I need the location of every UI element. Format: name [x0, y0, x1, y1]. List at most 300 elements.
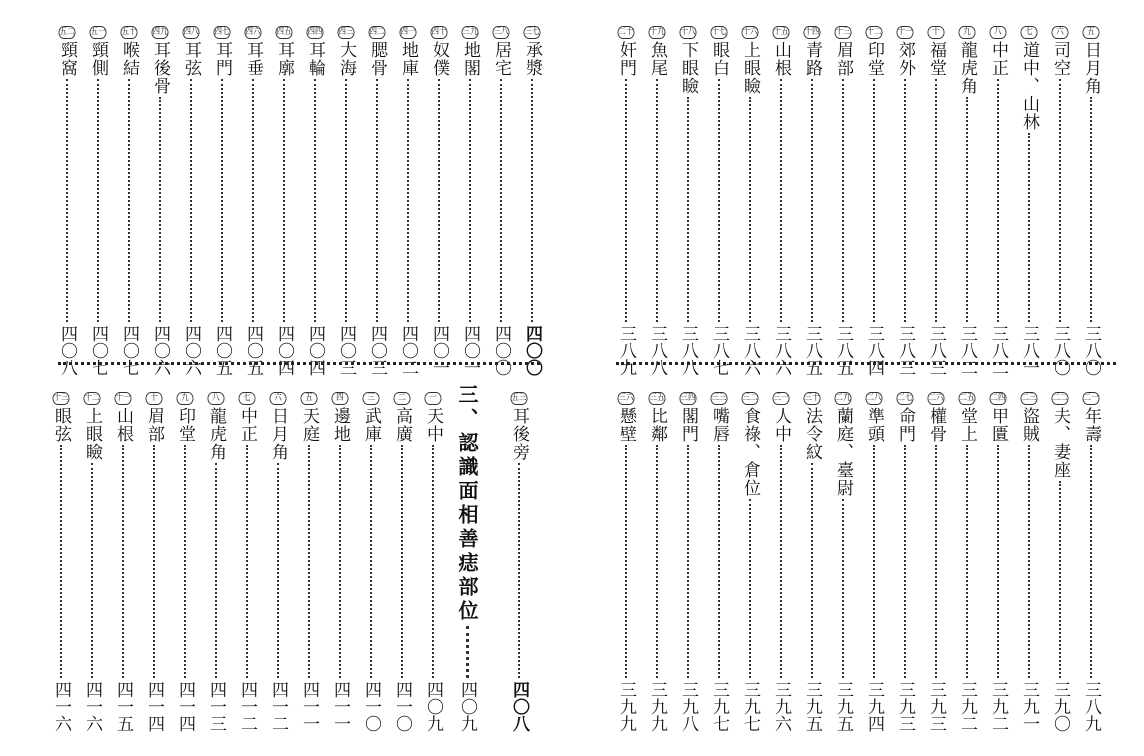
entry-title: 山根 [113, 407, 133, 443]
entry-number: 二三 [1021, 393, 1037, 403]
dot-leader [873, 445, 875, 678]
entry-page: 三九五 [802, 681, 822, 732]
dot-leader [518, 463, 520, 678]
entry-number: 四五 [276, 27, 292, 37]
entry-page: 三九〇 [1050, 681, 1070, 732]
entry-title: 夫、妻座 [1050, 407, 1070, 479]
entry-page: 四一〇 [392, 681, 412, 732]
entry-title: 天中 [423, 407, 443, 443]
entry-number: 四七 [214, 27, 230, 37]
entry-number: 二 [394, 392, 411, 405]
entry-number: 二四 [990, 393, 1006, 403]
entry-page: 四〇七 [119, 325, 139, 376]
entry-page: 三八五 [833, 325, 853, 376]
entry-title: 大海 [336, 41, 356, 77]
entry-page: 四〇〇 [522, 325, 542, 376]
entry-number: 五十 [121, 27, 137, 37]
dot-leader [128, 79, 130, 322]
toc-entry [987, 392, 1009, 732]
entry-page: 三九八 [678, 681, 698, 732]
entry-title: 嘴唇 [709, 407, 729, 443]
entry-title: 中正 [988, 41, 1008, 77]
dot-leader [997, 445, 999, 678]
dot-leader [469, 79, 471, 322]
toc-entry [615, 26, 637, 376]
entry-number: 四十 [431, 27, 447, 37]
entry-page: 四〇三 [336, 325, 356, 376]
dot-leader [873, 79, 875, 322]
toc-entry [770, 26, 792, 376]
entry-title: 準頭 [864, 407, 884, 443]
entry-title: 耳門 [212, 41, 232, 77]
entry-page: 三八三 [895, 325, 915, 376]
entry-title: 龍虎角 [957, 41, 977, 95]
entry-title: 眼白 [709, 41, 729, 77]
entry-title: 比鄰 [647, 407, 667, 443]
entry-title: 法令紋 [802, 407, 822, 461]
entry-number: 八 [990, 26, 1007, 39]
entry-number: 三四 [680, 393, 696, 403]
entry-number: 七 [239, 392, 256, 405]
entry-number: 十八 [680, 27, 696, 37]
toc-entry [708, 392, 730, 732]
toc-entry [832, 392, 854, 732]
entry-number: 三十 [804, 393, 820, 403]
dot-leader [935, 79, 937, 322]
entry-title: 地庫 [398, 41, 418, 77]
toc-entry [863, 26, 885, 376]
entry-number: 十四 [804, 27, 820, 37]
entry-page: 四一二 [268, 681, 288, 732]
entry-number: 三八 [493, 27, 509, 37]
toc-entry [615, 392, 637, 732]
chapter-heading [456, 384, 478, 732]
entry-title: 中正 [237, 407, 257, 443]
entry-title: 眉部 [833, 41, 853, 77]
toc-entry [391, 392, 413, 732]
entry-title: 耳廓 [274, 41, 294, 77]
dot-leader [687, 97, 689, 322]
entry-page: 三九四 [864, 681, 884, 732]
entry-page: 三九二 [988, 681, 1008, 732]
toc-entry [143, 392, 165, 732]
toc-entry [118, 26, 140, 376]
toc-entry [242, 26, 264, 376]
toc-entry [236, 392, 258, 732]
dot-leader [252, 79, 254, 322]
entry-page: 三八九 [1081, 681, 1101, 732]
entry-title: 地閣 [460, 41, 480, 77]
entry-title: 食祿、倉位 [740, 407, 760, 497]
entry-page: 三八五 [802, 325, 822, 376]
toc-entry [925, 392, 947, 732]
entry-title: 耳後旁 [509, 407, 529, 461]
entry-number: 五一 [90, 27, 106, 37]
dot-leader [718, 445, 720, 678]
entry-number: 三一 [773, 393, 789, 403]
toc-entry [521, 26, 543, 376]
dot-leader [60, 445, 62, 678]
dot-leader [345, 79, 347, 322]
dot-leader [407, 79, 409, 322]
entry-title: 權骨 [926, 407, 946, 443]
entry-page: 四一一 [330, 681, 350, 732]
toc-entry [894, 392, 916, 732]
dot-leader [432, 445, 434, 678]
entry-title: 頸側 [88, 41, 108, 77]
entry-page: 三八四 [864, 325, 884, 376]
entry-title: 承漿 [522, 41, 542, 77]
toc-entry [1080, 26, 1102, 376]
entry-page: 三八〇 [1050, 325, 1070, 376]
toc-entry [422, 392, 444, 732]
dot-leader [625, 79, 627, 322]
entry-page: 四一五 [113, 681, 133, 732]
toc-entry [149, 26, 171, 376]
entry-page: 四一四 [144, 681, 164, 732]
entry-title: 上眼瞼 [82, 407, 102, 461]
entry-number: 二二 [1052, 393, 1068, 403]
dot-leader [687, 445, 689, 678]
toc-entry [646, 392, 668, 732]
dot-leader [1090, 445, 1092, 678]
toc-entry [50, 392, 72, 732]
toc-entry [205, 392, 227, 732]
dot-leader [314, 79, 316, 322]
dot-leader [500, 79, 502, 322]
entry-page: 四〇六 [181, 325, 201, 376]
entry-number: 二七 [897, 393, 913, 403]
toc-entry [304, 26, 326, 376]
entry-page: 三九五 [833, 681, 853, 732]
entry-number: 三三 [711, 393, 727, 403]
dot-leader [438, 79, 440, 322]
toc-entry [174, 392, 196, 732]
toc-entry [1080, 392, 1102, 732]
toc-entry [1018, 26, 1040, 376]
toc-entry [801, 26, 823, 376]
entry-page: 三九三 [926, 681, 946, 732]
dot-leader [277, 463, 279, 678]
dot-leader [780, 445, 782, 678]
entry-page: 三九九 [616, 681, 636, 732]
entry-number: 六 [270, 392, 287, 405]
toc-entry [112, 392, 134, 732]
entry-page: 四〇二 [398, 325, 418, 376]
entry-page: 三九七 [740, 681, 760, 732]
toc-entry [1049, 392, 1071, 732]
right-top-toc [572, 26, 1144, 376]
dot-leader [215, 463, 217, 678]
entry-number: 四九 [152, 27, 168, 37]
entry-page: 三八二 [957, 325, 977, 376]
dot-leader [904, 445, 906, 678]
entry-page: 四〇四 [305, 325, 325, 376]
entry-title: 武庫 [361, 407, 381, 443]
entry-number: 十 [146, 392, 163, 405]
entry-number: 三二 [742, 393, 758, 403]
entry-number: 十 [928, 26, 945, 39]
entry-page: 三九九 [647, 681, 667, 732]
dot-leader [1028, 445, 1030, 678]
entry-title: 耳後骨 [150, 41, 170, 95]
entry-title: 耳弦 [181, 41, 201, 77]
entry-title: 高廣 [392, 407, 412, 443]
toc-entry [739, 26, 761, 376]
entry-title: 命門 [895, 407, 915, 443]
entry-page: 三九六 [771, 681, 791, 732]
dot-leader [997, 79, 999, 322]
dot-leader [625, 445, 627, 678]
toc-entry [677, 26, 699, 376]
entry-title: 眉部 [144, 407, 164, 443]
entry-page: 四〇八 [57, 325, 77, 376]
toc-entry [1018, 392, 1040, 732]
entry-title: 閣門 [678, 407, 698, 443]
entry-title: 盜賊 [1019, 407, 1039, 443]
toc-entry [428, 26, 450, 376]
toc-entry [56, 26, 78, 376]
entry-number: 四一 [400, 27, 416, 37]
entry-title: 邊地 [330, 407, 350, 443]
entry-title: 腮骨 [367, 41, 387, 77]
dot-leader [190, 79, 192, 322]
chapter-title: 三、認識面相善痣部位 [455, 384, 479, 624]
entry-page: 四〇四 [274, 325, 294, 376]
toc-entry [81, 392, 103, 732]
entry-page: 四〇九 [423, 681, 443, 732]
entry-title: 日月角 [1081, 41, 1101, 95]
toc-entry [459, 26, 481, 376]
entry-number: 七 [1021, 26, 1038, 39]
entry-number: 二九 [835, 393, 851, 403]
entry-number: 十二 [84, 393, 100, 403]
dot-leader [1028, 133, 1030, 322]
entry-title: 下眼瞼 [678, 41, 698, 95]
toc-entry [180, 26, 202, 376]
entry-title: 耳垂 [243, 41, 263, 77]
entry-page: 四一〇 [361, 681, 381, 732]
entry-title: 郊外 [895, 41, 915, 77]
dot-leader [935, 445, 937, 678]
entry-title: 人中 [771, 407, 791, 443]
dot-leader [966, 97, 968, 322]
entry-page: 三八二 [988, 325, 1008, 376]
dot-leader [376, 79, 378, 322]
dot-leader [339, 445, 341, 678]
entry-page: 三八三 [926, 325, 946, 376]
entry-title: 頸窩 [57, 41, 77, 77]
toc-entry [863, 392, 885, 732]
toc-entry [87, 26, 109, 376]
entry-page: 四一六 [82, 681, 102, 732]
entry-number: 三七 [524, 27, 540, 37]
entry-number: 五二 [59, 27, 75, 37]
dot-leader [184, 445, 186, 678]
entry-number: 一 [425, 392, 442, 405]
entry-page: 三九七 [709, 681, 729, 732]
entry-page: 四〇六 [150, 325, 170, 376]
entry-number: 八 [208, 392, 225, 405]
entry-number: 十一 [897, 27, 913, 37]
entry-number: 二六 [928, 393, 944, 403]
entry-title: 堂上 [957, 407, 977, 443]
dot-leader [159, 97, 161, 322]
right-bottom-toc [572, 392, 1144, 732]
left-top-toc [0, 26, 572, 376]
entry-page: 四〇五 [243, 325, 263, 376]
dot-leader [1059, 79, 1061, 322]
entry-title: 日月角 [268, 407, 288, 461]
dot-leader [153, 445, 155, 678]
toc-entry [267, 392, 289, 732]
entry-number: 五 [301, 392, 318, 405]
toc-entry [956, 26, 978, 376]
entry-title: 耳輪 [305, 41, 325, 77]
entry-number: 九 [959, 26, 976, 39]
entry-number: 四 [332, 392, 349, 405]
entry-number: 二五 [959, 393, 975, 403]
entry-title: 眼弦 [51, 407, 71, 443]
entry-title: 上眼瞼 [740, 41, 760, 95]
chapter-page: 四〇九 [457, 681, 477, 732]
toc-entry [273, 26, 295, 376]
entry-title: 奸門 [616, 41, 636, 77]
toc-entry [335, 26, 357, 376]
toc-entry [360, 392, 382, 732]
entry-number: 六 [1052, 26, 1069, 39]
dot-leader [401, 445, 403, 678]
entry-page: 三九三 [895, 681, 915, 732]
dot-leader [1090, 97, 1092, 322]
dot-leader [749, 499, 751, 678]
dot-leader [842, 79, 844, 322]
entry-page: 三八八 [678, 325, 698, 376]
toc-entry [987, 26, 1009, 376]
entry-title: 奴僕 [429, 41, 449, 77]
section-divider [616, 362, 1116, 365]
left-bottom-toc [0, 384, 572, 732]
dot-leader [246, 445, 248, 678]
entry-number: 三六 [618, 393, 634, 403]
entry-number: 四三 [338, 27, 354, 37]
entry-number: 十二 [866, 27, 882, 37]
entry-number: 九 [177, 392, 194, 405]
entry-number: 十九 [649, 27, 665, 37]
entry-page: 四一二 [237, 681, 257, 732]
entry-title: 喉結 [119, 41, 139, 77]
entry-number: 十七 [711, 27, 727, 37]
entry-number: 二十 [618, 27, 634, 37]
entry-page: 三八八 [647, 325, 667, 376]
toc-entry [770, 392, 792, 732]
dot-leader [1059, 481, 1061, 678]
dot-leader [97, 79, 99, 322]
entry-title: 龍虎角 [206, 407, 226, 461]
entry-page: 四一六 [51, 681, 71, 732]
toc-entry [646, 26, 668, 376]
toc-entry [366, 26, 388, 376]
entry-title: 魚尾 [647, 41, 667, 77]
entry-number: 二八 [866, 393, 882, 403]
section-divider [58, 362, 540, 365]
entry-page: 四一一 [299, 681, 319, 732]
entry-number: 二一 [1083, 393, 1099, 403]
toc-entry [508, 392, 530, 732]
toc-entry [894, 26, 916, 376]
entry-title: 懸壁 [616, 407, 636, 443]
entry-page: 四〇八 [509, 681, 529, 732]
entry-title: 青路 [802, 41, 822, 77]
entry-page: 三九二 [957, 681, 977, 732]
dot-leader [122, 445, 124, 678]
entry-page: 三八一 [1019, 325, 1039, 376]
entry-number: 五 [1083, 26, 1100, 39]
dot-leader [308, 445, 310, 678]
entry-title: 印堂 [175, 407, 195, 443]
entry-number: 三九 [462, 27, 478, 37]
dot-leader [904, 79, 906, 322]
entry-page: 三八六 [771, 325, 791, 376]
toc-entry [739, 392, 761, 732]
entry-page: 三八九 [616, 325, 636, 376]
entry-page: 三八六 [740, 325, 760, 376]
entry-title: 道中、山林 [1019, 41, 1039, 131]
dot-leader [283, 79, 285, 322]
toc-entry [211, 26, 233, 376]
toc-entry [397, 26, 419, 376]
toc-entry [490, 26, 512, 376]
dot-leader [780, 79, 782, 322]
dot-leader [466, 626, 469, 678]
entry-page: 四〇〇 [491, 325, 511, 376]
entry-page: 四〇七 [88, 325, 108, 376]
entry-page: 三九一 [1019, 681, 1039, 732]
entry-title: 印堂 [864, 41, 884, 77]
dot-leader [221, 79, 223, 322]
toc-entry [832, 26, 854, 376]
dot-leader [91, 463, 93, 678]
toc-entry [925, 26, 947, 376]
right-page [572, 0, 1144, 756]
toc-entry [801, 392, 823, 732]
toc-entry [329, 392, 351, 732]
dot-leader [531, 79, 533, 322]
entry-title: 甲匱 [988, 407, 1008, 443]
entry-page: 四〇一 [429, 325, 449, 376]
entry-title: 山根 [771, 41, 791, 77]
entry-number: 十三 [835, 27, 851, 37]
entry-title: 福堂 [926, 41, 946, 77]
toc-entry [1049, 26, 1071, 376]
entry-page: 四一四 [175, 681, 195, 732]
entry-title: 天庭 [299, 407, 319, 443]
dot-leader [811, 463, 813, 678]
entry-title: 居宅 [491, 41, 511, 77]
entry-title: 司空 [1050, 41, 1070, 77]
entry-number: 十五 [773, 27, 789, 37]
dot-leader [656, 445, 658, 678]
entry-page: 四一三 [206, 681, 226, 732]
entry-title: 蘭庭、臺尉 [833, 407, 853, 497]
toc-entry [708, 26, 730, 376]
dot-leader [842, 499, 844, 678]
dot-leader [966, 445, 968, 678]
entry-number: 三 [363, 392, 380, 405]
entry-page: 三八〇 [1081, 325, 1101, 376]
toc-entry [677, 392, 699, 732]
entry-number: 十一 [115, 393, 131, 403]
